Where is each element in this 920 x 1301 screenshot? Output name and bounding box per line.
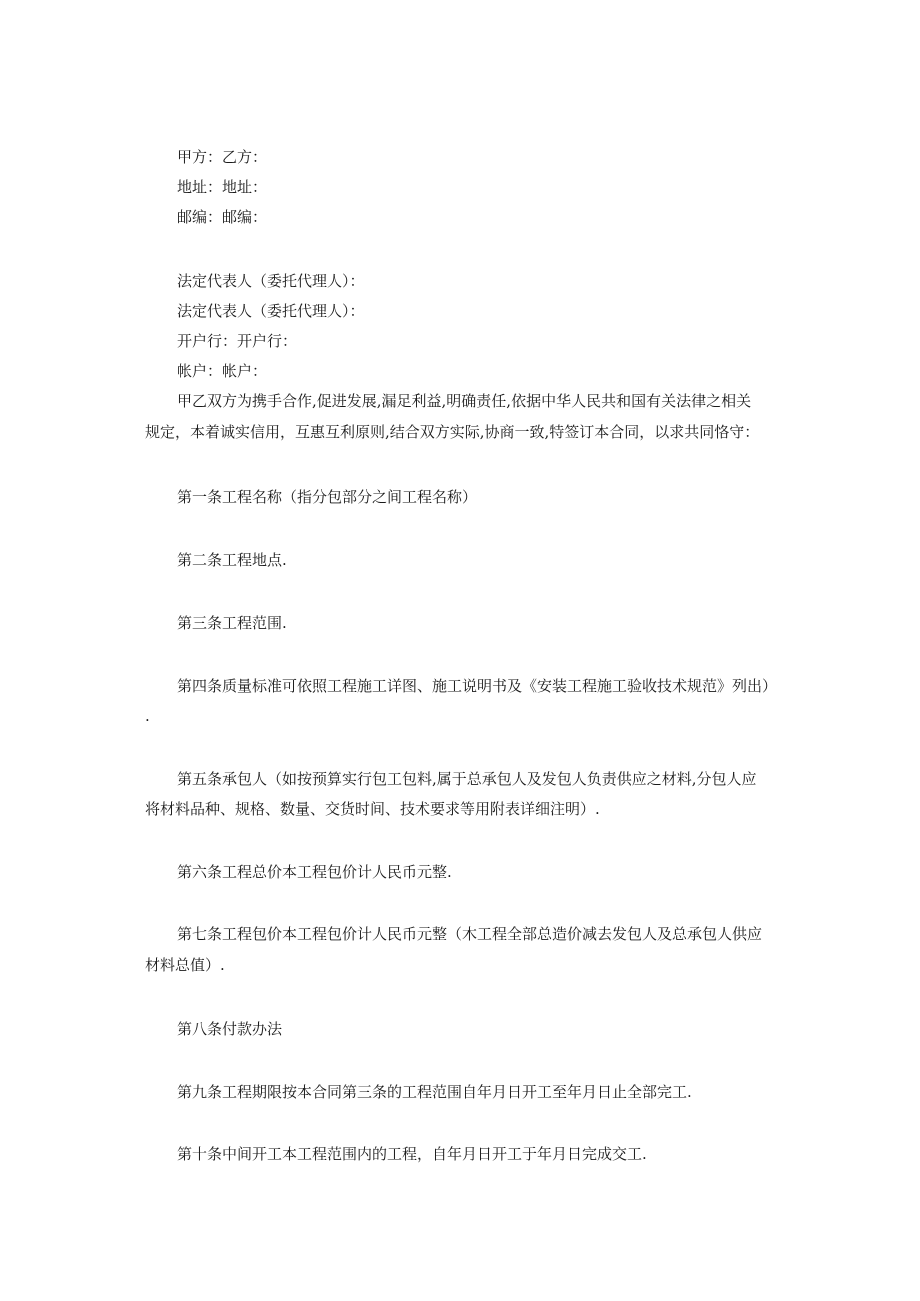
article-4-line-2: . <box>145 707 150 725</box>
party-names-line: 甲方：乙方： <box>177 148 268 166</box>
article-4-line-1: 第四条质量标准可依照工程施工详图、施工说明书及《安装工程施工验收技术规范》列出） <box>177 677 778 695</box>
article-3: 第三条工程范围. <box>177 614 287 632</box>
legal-rep-b-line: 法定代表人（委托代理人）： <box>177 302 365 320</box>
article-5-line-1: 第五条承包人（如按预算实行包工包料,属于总承包人及发包人负责供应之材料,分包人应 <box>177 770 757 788</box>
article-6: 第六条工程总价本工程包价计人民币元整. <box>177 863 452 881</box>
bank-line: 开户行：开户行： <box>177 332 298 350</box>
article-9: 第九条工程期限按本合同第三条的工程范围自年月日开工至年月日止全部完工. <box>177 1083 692 1101</box>
article-10: 第十条中间开工本工程范围内的工程，自年月日开工于年月日完成交工. <box>177 1145 647 1163</box>
legal-rep-a-line: 法定代表人（委托代理人）： <box>177 272 365 290</box>
article-7-line-2: 材料总值）. <box>145 956 225 974</box>
article-5-line-2: 将材料品种、规格、数量、交货时间、技术要求等用附表详细注明）. <box>145 800 600 818</box>
preamble-line-2: 规定，本着诚实信用，互惠互利原则,结合双方实际,协商一致,特签订本合同，以求共同恪守： <box>145 423 760 441</box>
account-line: 帐户：帐户： <box>177 362 268 380</box>
article-1: 第一条工程名称（指分包部分之间工程名称） <box>177 488 478 506</box>
article-7-line-1: 第七条工程包价本工程包价计人民币元整（木工程全部总造价减去发包人及总承包人供应 <box>177 925 763 943</box>
address-line: 地址：地址： <box>177 178 268 196</box>
postcode-line: 邮编：邮编： <box>177 208 268 226</box>
article-2: 第二条工程地点. <box>177 551 287 569</box>
preamble-line-1: 甲乙双方为携手合作,促进发展,漏足利益,明确责任,依据中华人民共和国有关法律之相关 <box>177 392 752 410</box>
article-8: 第八条付款办法 <box>177 1020 283 1038</box>
